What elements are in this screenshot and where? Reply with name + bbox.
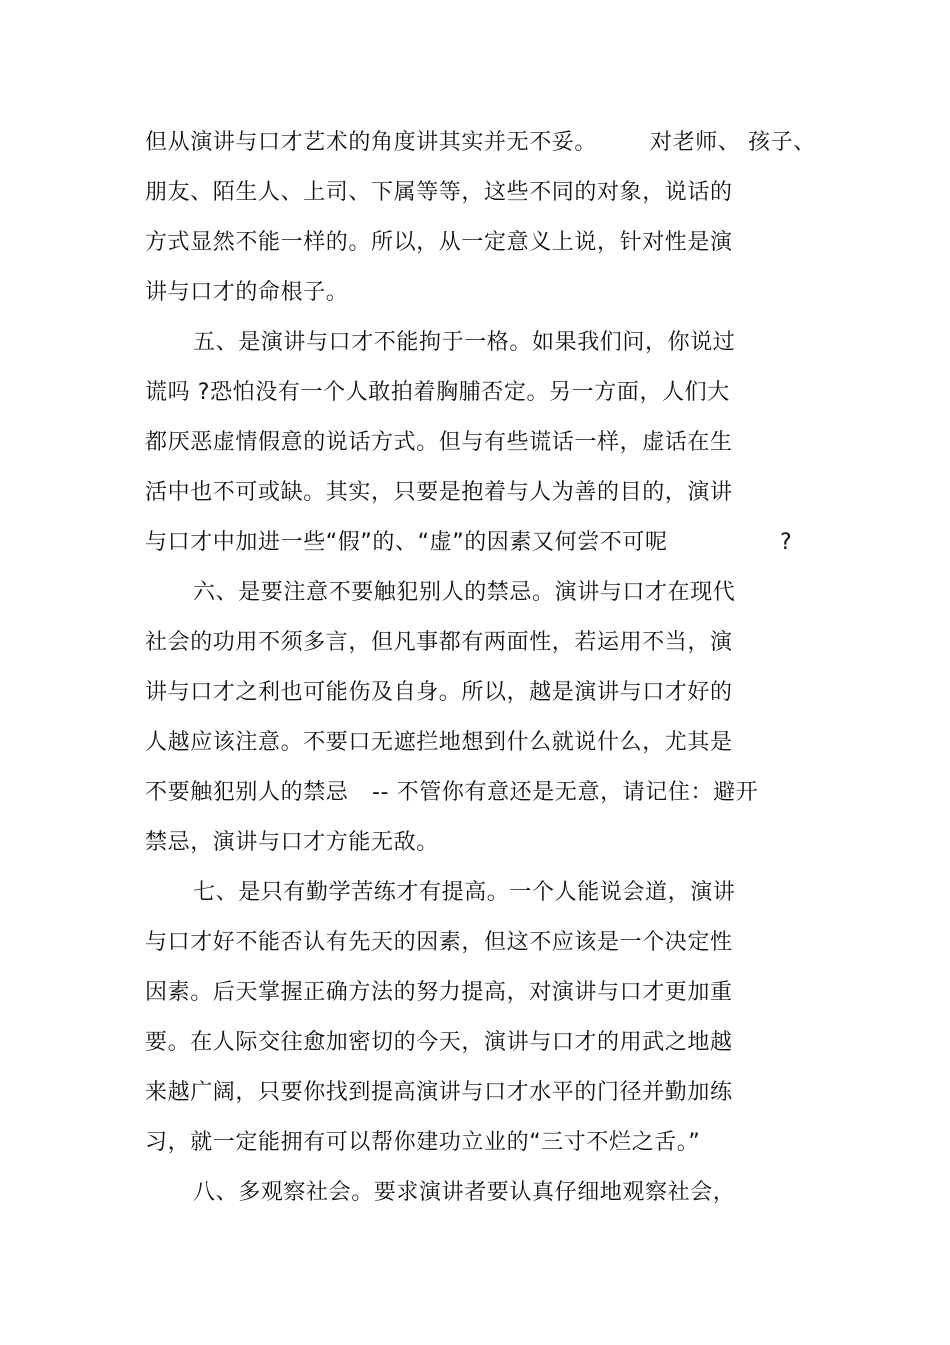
text-line: 方式显然不能一样的。所以，从一定意义上说，针对性是演 bbox=[145, 230, 733, 255]
text-line: 对老师、 孩子、 bbox=[650, 130, 816, 155]
text-line: 习，就一定能拥有可以帮你建功立业的“三寸不烂之舌。” bbox=[145, 1130, 701, 1155]
text-line: -- 不管你有意还是无意，请记住：避开 bbox=[372, 780, 759, 805]
text-line: 讲与口才之利也可能伤及自身。所以，越是演讲与口才好的 bbox=[145, 680, 733, 705]
text-line: 朋友、陌生人、上司、下属等等，这些不同的对象，说话的 bbox=[145, 180, 733, 205]
text-line: 与口才好不能否认有先天的因素，但这不应该是一个决定性 bbox=[145, 930, 733, 955]
paragraph-first-line: 五、是演讲与口才不能拘于一格。如果我们问，你说过 bbox=[193, 330, 736, 355]
text-line: 活中也不可或缺。其实，只要是抱着与人为善的目的，演讲 bbox=[145, 480, 733, 505]
text-line: 都厌恶虚情假意的说话方式。但与有些谎话一样，虚话在生 bbox=[145, 430, 733, 455]
text-line: 要。在人际交往愈加密切的今天，演讲与口才的用武之地越 bbox=[145, 1030, 733, 1055]
text-line: 因素。后天掌握正确方法的努力提高，对演讲与口才更加重 bbox=[145, 980, 733, 1005]
text-line: 来越广阔，只要你找到提高演讲与口才水平的门径并勤加练 bbox=[145, 1080, 733, 1105]
paragraph-first-line: 七、是只有勤学苦练才有提高。一个人能说会道，演讲 bbox=[193, 880, 736, 905]
text-line: 谎吗 ?恐怕没有一个人敢拍着胸脯否定。另一方面，人们大 bbox=[145, 380, 730, 405]
question-mark: ? bbox=[780, 530, 793, 555]
text-line: 讲与口才的命根子。 bbox=[145, 280, 349, 305]
paragraph-first-line: 六、是要注意不要触犯别人的禁忌。演讲与口才在现代 bbox=[193, 580, 736, 605]
text-line: 不要触犯别人的禁忌 bbox=[145, 780, 349, 805]
text-line: 但从演讲与口才艺术的角度讲其实并无不妥。 bbox=[145, 130, 598, 155]
text-line: 人越应该注意。不要口无遮拦地想到什么就说什么，尤其是 bbox=[145, 730, 733, 755]
paragraph-first-line: 八、多观察社会。要求演讲者要认真仔细地观察社会， bbox=[193, 1180, 736, 1205]
text-line: 禁忌，演讲与口才方能无敌。 bbox=[145, 830, 439, 855]
text-line: 与口才中加进一些“假”的、“虚”的因素又何尝不可呢 bbox=[145, 530, 668, 555]
text-line: 社会的功用不须多言，但凡事都有两面性，若运用不当，演 bbox=[145, 630, 733, 655]
